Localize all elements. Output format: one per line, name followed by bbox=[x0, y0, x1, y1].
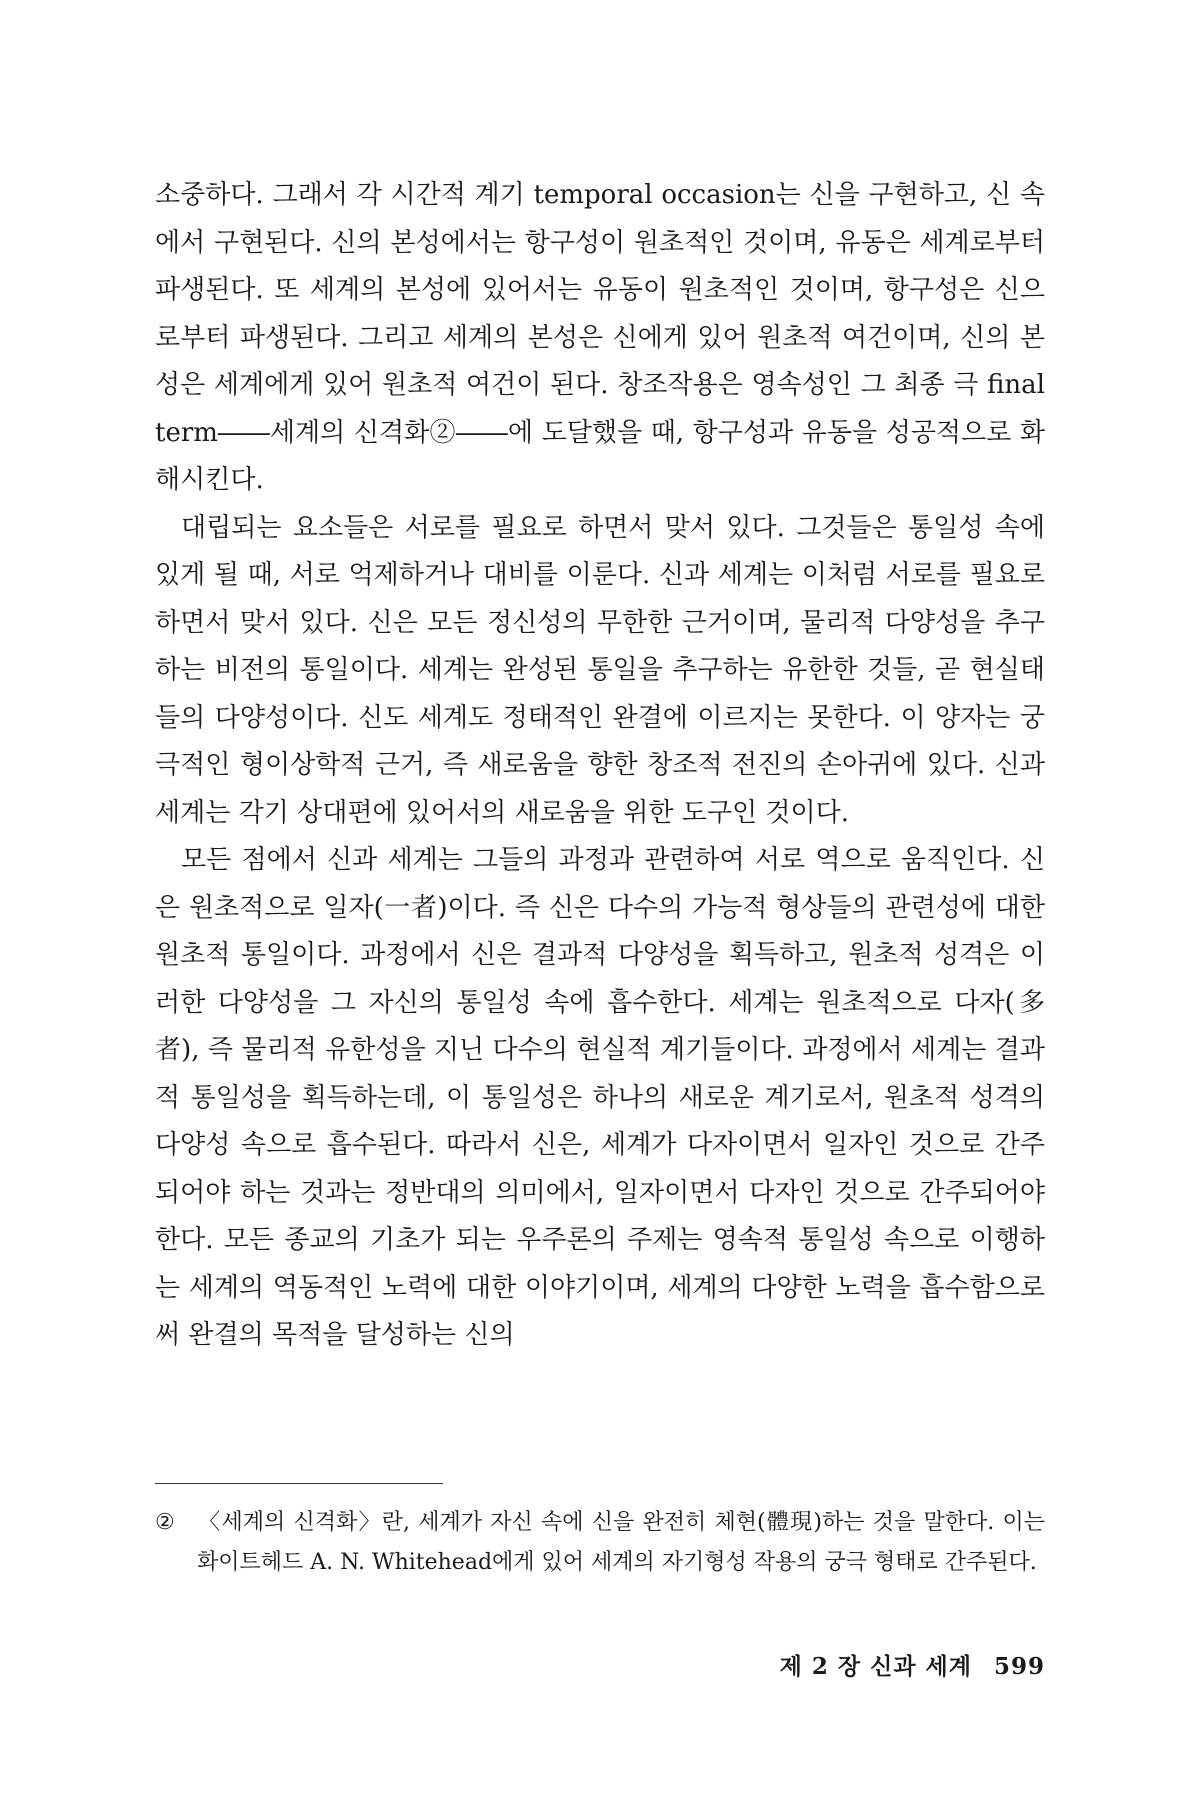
paragraph-3: 모든 점에서 신과 세계는 그들의 과정과 관련하여 서로 역으로 움직인다. 신은 원초적으로 일자(一者)이다. 즉 신은 다수의 가능적 형상들의 관련성에 대한 원초적 통일이다. 과정에서 신은 결과적 다양성을 획득하고, 원초적 성격은 이러한 다양성을 그 자신의 통일성 속에 흡수한다. 세계는 원초적으로 다자(多者), 즉 물리적 유한성을 지닌 다수의 현실적 계기들이다. 과정에서 세계는 결과적 통일성을 획득하는데, 이 통일성은 하나의 새로운 계기로서, 원초적 성격의 다양성 속으로 흡수된다. 따라서 신은, 세계가 다자이면서 일자인 것으로 간주되어야 하는 것과는 정반대의 의미에서, 일자이면서 다자인 것으로 간주되어야 한다. 모든 종교의 기초가 되는 우주론의 주제는 영속적 통일성 속으로 이행하는 세계의 역동적인 노력에 대한 이야기이며, 세계의 다양한 노력을 흡수함으로써 완결의 목적을 달성하는 신의 bbox=[155, 845, 1045, 1350]
chapter-title: 제 2 장 신과 세계 bbox=[779, 1653, 972, 1680]
paragraph-1: 소중하다. 그래서 각 시간적 계기 temporal occasion는 신을 구현하고, 신 속에서 구현된다. 신의 본성에서는 항구성이 원초적인 것이며, 유동은 세계로부터 파생된다. 또 세계의 본성에 있어서는 유동이 원초적인 것이며, 항구성은 신으로부터 파생된다. 그리고 세계의 본성은 신에게 있어 원초적 여건이며, 신의 본성은 세계에게 있어 원초적 여건이 된다. 창조작용은 영속성인 그 최종 극 final term――세계의 신격화②――에 도달했을 때, 항구성과 유동을 성공적으로 화해시킨다. bbox=[155, 180, 1045, 495]
main-text bbox=[155, 172, 1045, 1360]
paragraph-2: 대립되는 요소들은 서로를 필요로 하면서 맞서 있다. 그것들은 통일성 속에 있게 될 때, 서로 억제하거나 대비를 이룬다. 신과 세계는 이처럼 서로를 필요로 하면서 맞서 있다. 신은 모든 정신성의 무한한 근거이며, 물리적 다양성을 추구하는 비전의 통일이다. 세계는 완성된 통일을 추구하는 유한한 것들, 곧 현실태들의 다양성이다. 신도 세계도 정태적인 완결에 이르지는 못한다. 이 양자는 궁극적인 형이상학적 근거, 즉 새로움을 향한 창조적 전진의 손아귀에 있다. 신과 세계는 각기 상대편에 있어서의 새로움을 위한 도구인 것이다. bbox=[155, 512, 1045, 828]
page-number: 599 bbox=[993, 1653, 1045, 1680]
footnote-divider bbox=[155, 1483, 443, 1484]
footnote-marker: ② bbox=[155, 1510, 175, 1535]
running-footer bbox=[780, 1648, 1045, 1681]
footnote bbox=[155, 1503, 1045, 1583]
footnote-text: 〈세계의 신격화〉란, 세계가 자신 속에 신을 완전히 체현(體現)하는 것을 말한다. 이는 화이트헤드 A. N. Whitehead에게 있어 세계의 자기형성 작용의 궁극 형태로 간주된다. bbox=[197, 1510, 1045, 1575]
